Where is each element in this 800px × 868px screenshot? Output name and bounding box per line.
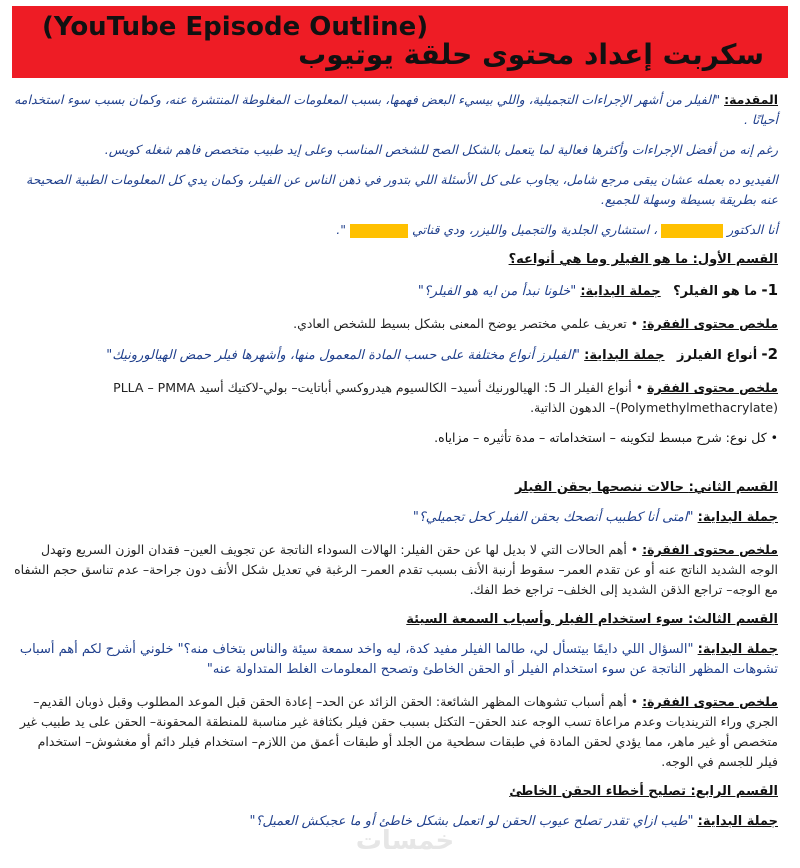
section-4-title: القسم الرابع: تصليح أخطاء الحقن الخاطئ — [509, 784, 778, 799]
opening-label: جملة البداية: — [584, 348, 665, 363]
watermark: خمسات — [355, 826, 455, 856]
section-2-title: القسم الثاني: حالات ننصحها بحقن الفيلر — [514, 480, 778, 495]
q2-bullet: • كل نوع: شرح مبسط لتكوينه – استخداماته – مدة تأثيره – مزاياه. — [434, 430, 778, 445]
opening-label: جملة البداية: — [697, 642, 778, 657]
q2-summary — [14, 378, 778, 418]
intro-paragraph-4 — [14, 220, 778, 240]
q1-opening: "خلونا نبدأ من ايه هو الفيلر؟" — [417, 284, 577, 299]
section-1-title: القسم الأول: ما هو الفيلر وما هي أنواعه؟ — [508, 252, 778, 267]
q2-title: أنواع الفيلرز — [676, 348, 758, 363]
section-2-opening — [14, 508, 778, 528]
intro-text-4c: ". — [336, 222, 346, 237]
q1-summary-text: • تعريف علمي مختصر يوضح المعنى بشكل بسيط للشخص العادي. — [293, 316, 639, 331]
q2-opening: "الفيلرز أنواع مختلفة على حسب المادة المعمول منها، وأشهرها فيلر حمض الهيالورونيك" — [106, 348, 581, 363]
section-3-opening — [14, 640, 778, 680]
opening-label: جملة البداية: — [580, 284, 661, 299]
section-2-summary-text: • أهم الحالات التي لا بديل لها عن حقن الفيلر: الهالات السوداء الناتجة عن تجويف العين– فقدان الوزن السريع وتهدل الوجه الشديد الناتج عنه أو عن تقدم العمر– سقوط أرنبة الأنف بسبب تقدم العمر– الرغبة في تعديل شكل الأنف دون جراحة– عدم تناسق حجم الشفاه مع الوجه– تراجع الذقن الشديد إلى الخلف– تراجع خط الفك. — [14, 542, 778, 597]
intro-text-4a: أنا الدكتور — [727, 222, 778, 237]
section-3-summary — [14, 692, 778, 772]
section-3-opening-text: "السؤال اللي دايمًا بيتسأل لي، طالما الفيلر مفيد كدة، ليه واخد سمعة سيئة والناس بتخاف منه؟" خلوني أشرح لكم أهم أسباب تشوهات المظهر الناتجة عن سوء استخدام الفيلر أو الحقن الخاطئ وتصحح المعلومات الغلط المتداولة عنه" — [19, 642, 778, 677]
summary-label: ملخص محتوى الفقرة: — [642, 542, 778, 557]
section-3-summary-text: • أهم أسباب تشوهات المظهر الشائعة: الحقن الزائد عن الحد– إعادة الحقن قبل الموعد المطلوب وقبل ذوبان القديم– الجري وراء الترينديات وعدم مراعاة تسب الوجه عند الحقن– التكتل بسبب حقن فيلر بكثافة غير مناسبة للمنطقة المحقونة– الحقن على يد طبيب غير متخصص أو غير ماهر، مما يؤدي لحقن المادة في طبقات سطحية من الجلد أو طبقات أعمق من اللازم– استخدام فيلر دائم أو مغشوش– استخدام فيلر للجسم في الوجه. — [19, 694, 778, 769]
intro-text-4b: ، استشاري الجلدية والتجميل والليزر، ودي قناتي — [411, 222, 658, 237]
summary-label: ملخص محتوى الفقرة — [647, 380, 778, 395]
q2-number: 2- — [761, 345, 778, 363]
intro-paragraph-2: رغم إنه من أفضل الإجراءات وأكثرها فعالية لما يتعمل بالشكل الصح للشخص المناسب وعلى إيد طبيب متخصص فاهم شغله كويس. — [104, 142, 778, 157]
q2-summary-text: • أنواع الفيلر الـ 5: الهيالورنيك أسيد– الكالسيوم هيدروكسي أباتايت– بولي-لاكتيك أسيد PLLA – PMMA (Polymethylmethacrylate)– الدهون الذاتية. — [113, 380, 778, 415]
intro-label: المقدمة: — [724, 92, 778, 107]
redacted-highlight — [661, 224, 723, 238]
section-3-title: القسم الثالث: سوء استخدام الفيلر وأسباب السمعة السيئة — [406, 612, 778, 627]
q1-summary — [14, 314, 778, 334]
document-body — [14, 90, 778, 844]
intro-paragraph-3: الفيديو ده بعمله عشان يبقى مرجع شامل، يجاوب على كل الأسئلة اللي بتدور في ذهن الناس عن الفيلر، وكمان يدي كل المعلومات الطبية الصحيحة عنه بطريقة بسيطة وسهلة للجميع. — [26, 172, 778, 207]
summary-label: ملخص محتوى الفقرة: — [642, 316, 778, 331]
opening-label: جملة البداية: — [697, 814, 778, 829]
title-english: (YouTube Episode Outline) — [42, 12, 429, 42]
q1-line — [14, 280, 778, 302]
intro-paragraph-1 — [14, 90, 778, 130]
opening-label: جملة البداية: — [697, 510, 778, 525]
section-4-opening-text: "طيب ازاي تقدر تصلح عيوب الحقن لو اتعمل بشكل خاطئ أو ما عجبكش العميل؟" — [249, 814, 694, 829]
summary-label: ملخص محتوى الفقرة: — [642, 694, 778, 709]
q2-line — [14, 344, 778, 366]
title-banner — [12, 6, 788, 78]
redacted-highlight — [350, 224, 408, 238]
section-2-opening-text: "امتى أنا كطبيب أنصحك بحقن الفيلر كحل تجميلي؟" — [412, 510, 694, 525]
title-arabic: سكربت إعداد محتوى حلقة يوتيوب — [298, 38, 764, 71]
intro-text-1: "الفيلر من أشهر الإجراءات التجميلية، واللي بيسيء البعض فهمها، بسبب المعلومات المغلوطة المنتشرة عنه، وكمان بسبب سوء استخدامه أحيانًا . — [14, 92, 778, 127]
q1-number: 1- — [761, 281, 778, 299]
q1-title: ما هو الفيلر؟ — [673, 284, 758, 299]
section-2-summary — [14, 540, 778, 600]
